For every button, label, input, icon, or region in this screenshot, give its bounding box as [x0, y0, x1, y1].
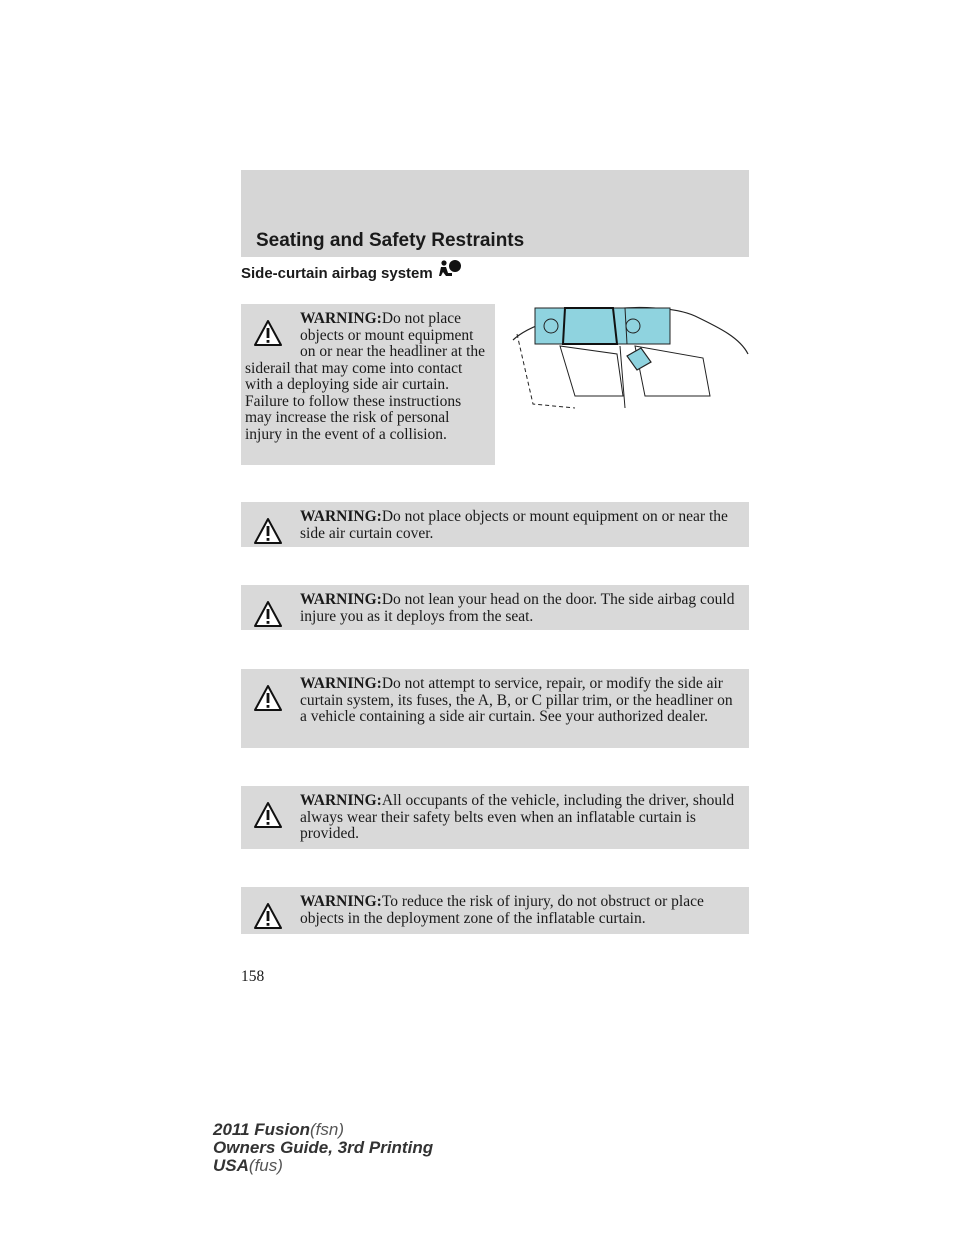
page-number: 158 — [241, 968, 265, 985]
warning-box — [241, 669, 749, 748]
warning-label: WARNING: — [300, 893, 382, 910]
footer-market: USA — [213, 1156, 249, 1175]
warning-label: WARNING: — [300, 508, 382, 525]
section-header-band — [241, 170, 749, 257]
footer-market-code: (fus) — [248, 1156, 283, 1175]
warning-text: All occupants of the vehicle, including the driver, should always wear their safety belts even when an inflatable curtain is provided. — [300, 792, 735, 842]
warning-text: Do not place objects or mount equipment on or near the headliner at the siderail that may come into contact with a deploying side air curtain. Failure to follow these instructions may increase the risk of personal injury in the event of a collision. — [245, 310, 486, 443]
footer-model: 2011 Fusion — [213, 1120, 310, 1139]
warning-triangle-icon — [254, 319, 282, 347]
warning-text: Do not lean your head on the door. The side airbag could injure you as it deploys from the seat. — [300, 591, 735, 625]
warning-box — [241, 887, 749, 934]
warning-triangle-icon — [254, 902, 282, 930]
warning-box — [241, 786, 749, 849]
warning-triangle-icon — [254, 684, 282, 712]
warning-label: WARNING: — [300, 591, 382, 608]
warning-label: WARNING: — [300, 675, 382, 692]
page-title: Seating and Safety Restraints — [256, 230, 525, 251]
warning-triangle-icon — [254, 517, 282, 545]
warning-box — [241, 502, 749, 547]
warning-text: Do not place objects or mount equipment on or near the side air curtain cover. — [300, 508, 728, 542]
warning-triangle-icon — [254, 801, 282, 829]
section-heading — [241, 265, 462, 282]
warning-label: WARNING: — [300, 792, 382, 809]
footer-model-code: (fsn) — [310, 1120, 344, 1139]
document-footer — [213, 1121, 433, 1175]
warning-box — [241, 585, 749, 630]
side-curtain-airbag-illustration — [505, 296, 749, 412]
airbag-indicator-icon — [436, 259, 462, 281]
footer-printing: Owners Guide, 3rd Printing — [213, 1138, 434, 1157]
warning-triangle-icon — [254, 600, 282, 628]
section-heading-text: Side-curtain airbag system — [241, 265, 433, 282]
warning-text: Do not attempt to service, repair, or modify the side air curtain system, its fuses, the A, B, or C pillar trim, or the headliner on a vehicle containing a side air curtain. See your authorized dealer. — [300, 675, 733, 725]
warning-label: WARNING: — [300, 310, 382, 327]
warning-text: To reduce the risk of injury, do not obstruct or place objects in the deployment zone of the inflatable curtain. — [300, 893, 704, 927]
warning-box — [241, 304, 495, 465]
